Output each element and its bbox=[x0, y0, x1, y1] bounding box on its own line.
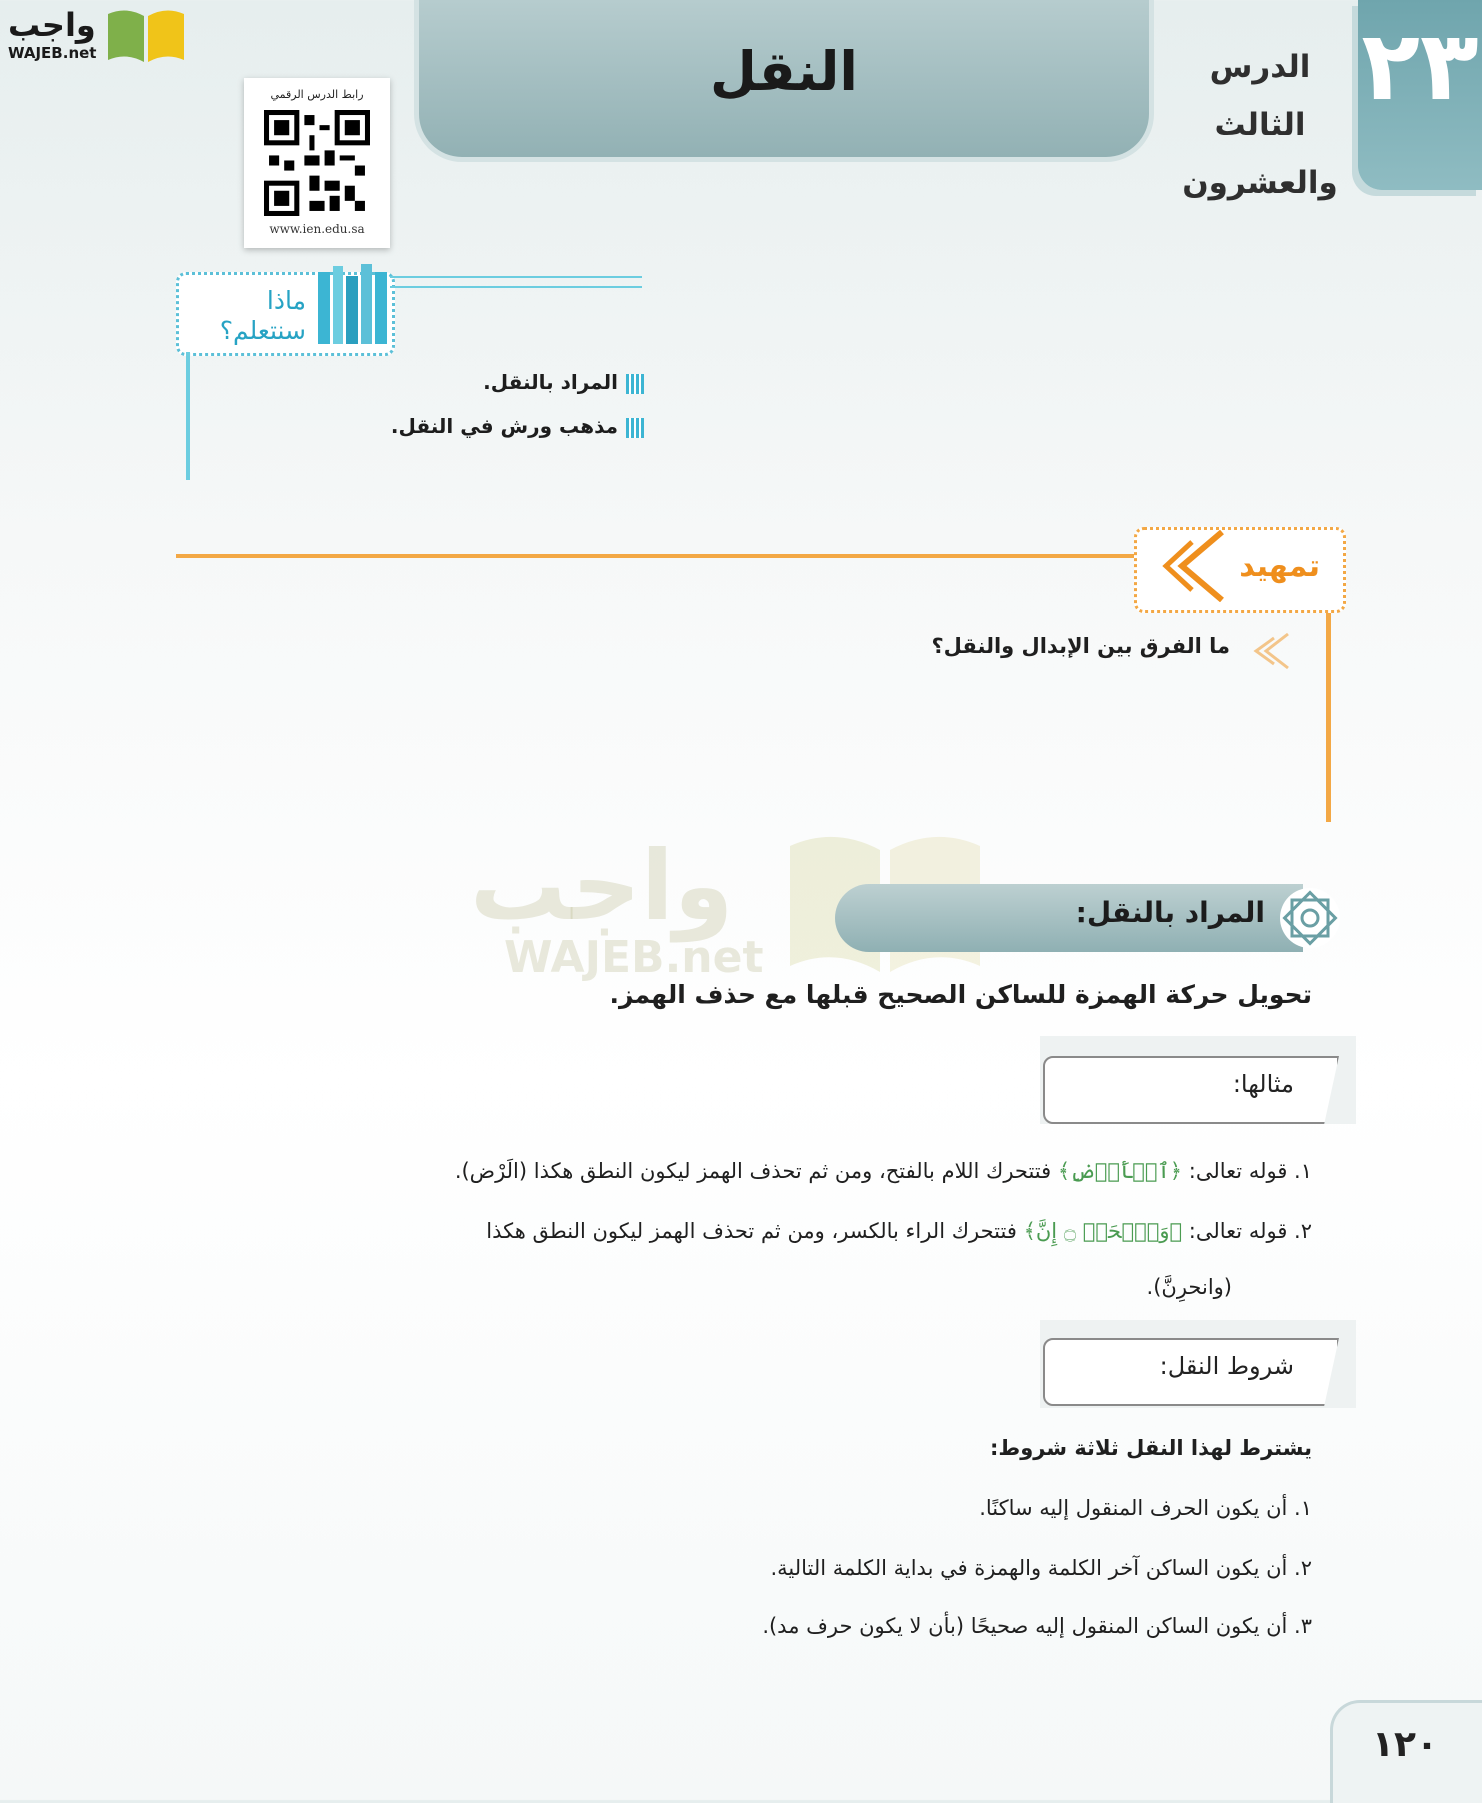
watermark-text: واجب bbox=[470, 830, 734, 942]
divider bbox=[186, 352, 190, 480]
intro-tag-label: تمهيد bbox=[1239, 549, 1320, 584]
page-number: ١٢٠ bbox=[1372, 1724, 1438, 1765]
objective-item: مذهب ورش في النقل. bbox=[380, 414, 644, 438]
objective-item: المراد بالنقل. bbox=[380, 370, 644, 394]
definition-text: تحويل حركة الهمزة للساكن الصحيح قبلها مع حذف الهمز. bbox=[609, 980, 1312, 1009]
bullet-icon bbox=[626, 418, 644, 438]
book-icon bbox=[104, 4, 188, 64]
page-title: النقل bbox=[710, 40, 858, 103]
qr-url[interactable]: www.ien.edu.sa bbox=[269, 222, 365, 236]
watermark-subtext: WAJEB.net bbox=[504, 932, 764, 983]
quran-verse: ﴿وَٱنۡحَرۡ ۝ إِنَّ﴾ bbox=[1023, 1219, 1183, 1243]
logo-subtext: WAJEB.net bbox=[8, 44, 97, 62]
divider bbox=[390, 276, 642, 288]
lesson-label: الدرس الثالث والعشرون bbox=[1182, 49, 1338, 201]
logo-text: واجب bbox=[8, 6, 96, 44]
intro-question: ما الفرق بين الإبدال والنقل؟ bbox=[931, 634, 1230, 658]
chevron-icon bbox=[1248, 632, 1290, 670]
condition-item: ٢. أن يكون الساكن آخر الكلمة والهمزة في بداية الكلمة التالية. bbox=[770, 1556, 1312, 1580]
divider bbox=[1326, 600, 1331, 822]
section-heading: المراد بالنقل: bbox=[1075, 896, 1265, 929]
condition-item: ٣. أن يكون الساكن المنقول إليه صحيحًا (بأن لا يكون حرف مد). bbox=[762, 1614, 1312, 1638]
example-2-continued: (وانحرِنَّ). bbox=[1146, 1275, 1232, 1299]
lesson-number: ٢٣ bbox=[1361, 10, 1479, 122]
bullet-icon bbox=[626, 374, 644, 394]
ornament-icon bbox=[1276, 884, 1344, 952]
quran-verse: ﴿ٱلۡأَرۡضِ﴾ bbox=[1057, 1159, 1183, 1183]
qr-code-icon[interactable] bbox=[264, 110, 370, 216]
divider bbox=[176, 554, 1176, 558]
condition-item: ١. أن يكون الحرف المنقول إليه ساكنًا. bbox=[979, 1496, 1312, 1520]
books-icon bbox=[316, 262, 390, 346]
conditions-heading: شروط النقل: bbox=[1159, 1352, 1294, 1380]
example-1: ١. قوله تعالى: ﴿ٱلۡأَرۡضِ﴾ فتتحرك اللام بالفتح، ومن ثم تحذف الهمز ليكون النطق هكذا (الَرْض). bbox=[454, 1159, 1312, 1183]
conditions-intro: يشترط لهذا النقل ثلاثة شروط: bbox=[990, 1436, 1312, 1460]
examples-heading: مثالها: bbox=[1232, 1070, 1294, 1098]
objectives-title: ماذا سنتعلم؟ bbox=[219, 286, 306, 345]
example-2: ٢. قوله تعالى: ﴿وَٱنۡحَرۡ ۝ إِنَّ﴾ فتتحرك الراء بالكسر، ومن ثم تحذف الهمز ليكون النطق هكذا bbox=[486, 1219, 1312, 1243]
qr-caption: رابط الدرس الرقمي bbox=[270, 88, 364, 101]
